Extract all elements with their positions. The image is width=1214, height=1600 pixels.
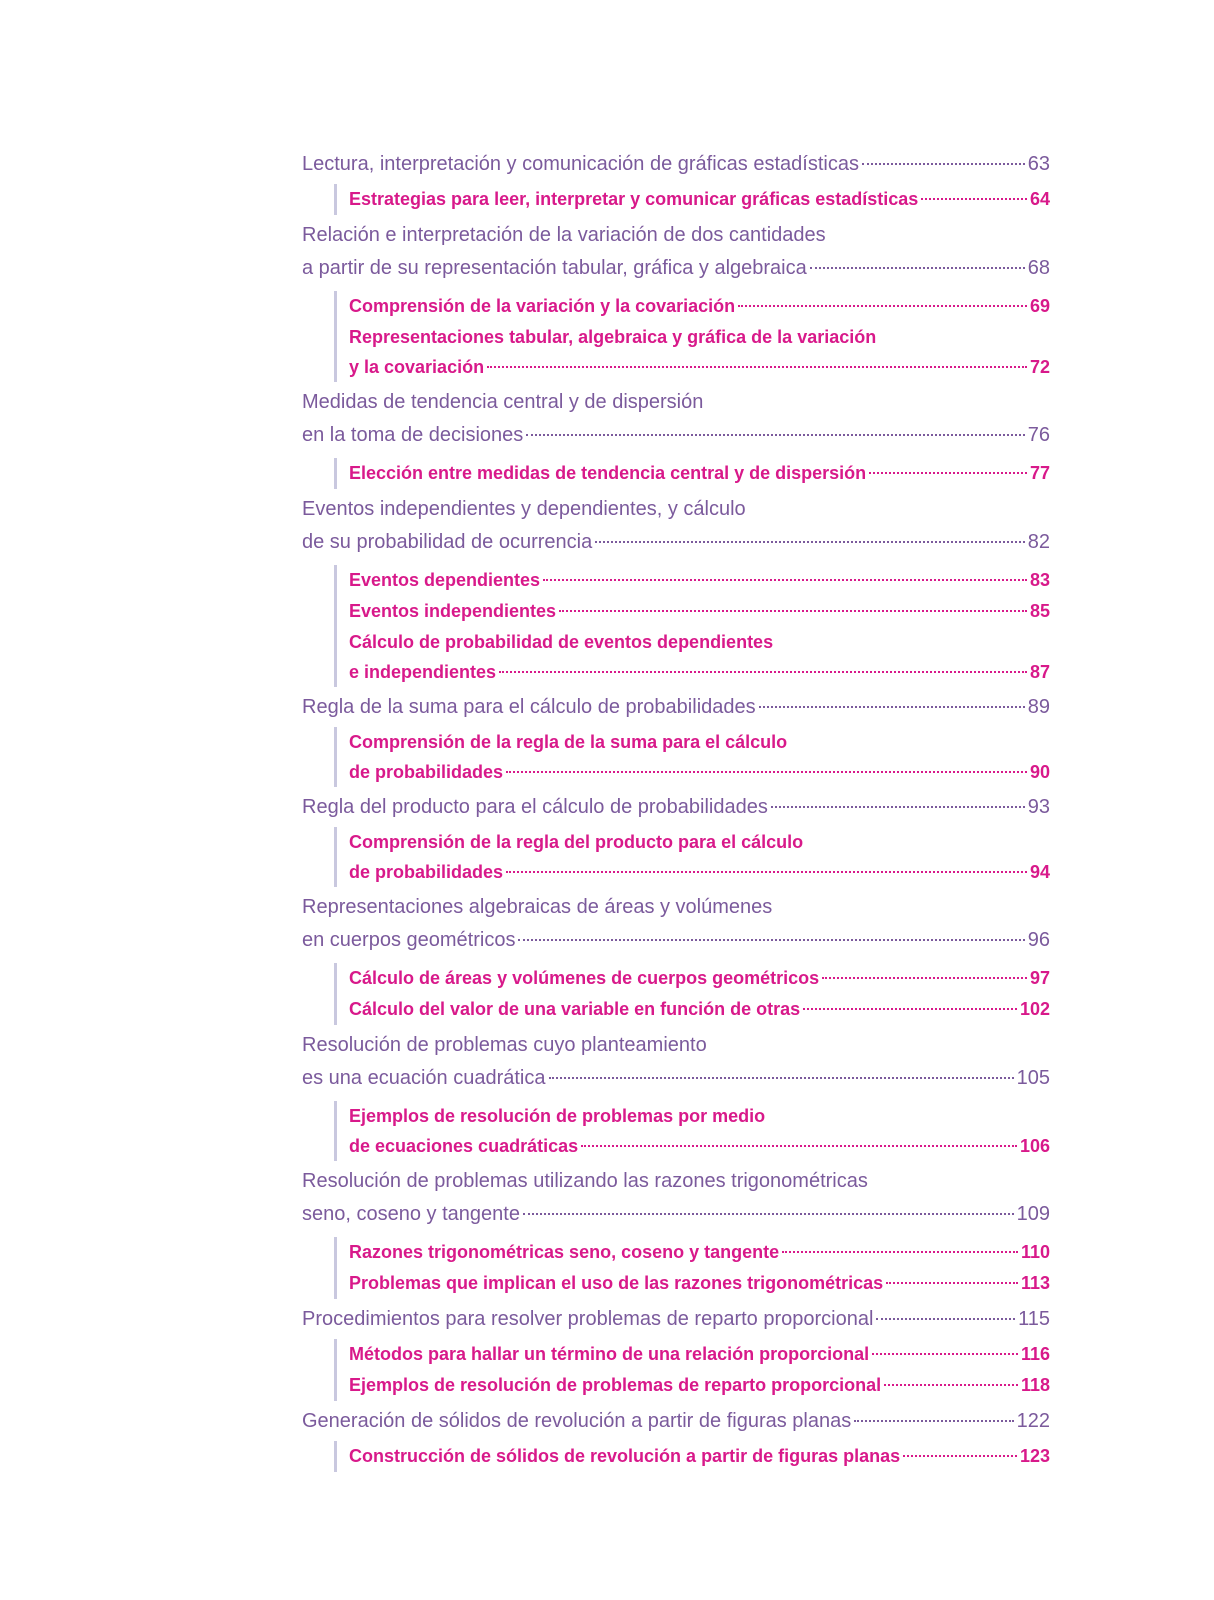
- toc-entry-title: Problemas que implican el uso de las razones trigonométricas: [349, 1273, 884, 1293]
- toc-entry-line: [302, 493, 1050, 526]
- dot-leader: [506, 771, 1027, 773]
- toc-entry-title: Regla del producto para el cálculo de probabilidades: [302, 796, 768, 818]
- dot-leader: [595, 541, 1025, 543]
- toc-chapter: [302, 148, 1050, 181]
- dot-leader: [872, 1353, 1018, 1355]
- toc-entry-title: e independientes: [349, 662, 497, 682]
- toc-section: [349, 627, 1050, 687]
- toc-entry-line: [302, 891, 1050, 924]
- toc-entry-title: Eventos dependientes: [349, 570, 541, 590]
- toc-entry-line: [349, 994, 1050, 1025]
- toc-subsection-group: [334, 1237, 1050, 1299]
- page-number: 110: [1020, 1242, 1050, 1262]
- dot-leader: [543, 579, 1027, 581]
- dot-leader: [921, 198, 1027, 200]
- page-number: 76: [1027, 424, 1050, 446]
- toc-entry-line: [349, 858, 1050, 887]
- toc-chapter: [302, 791, 1050, 824]
- toc-entry-title: en la toma de decisiones: [302, 424, 524, 446]
- dot-leader: [884, 1384, 1018, 1386]
- table-of-contents: [302, 148, 1050, 1476]
- page-number: 123: [1019, 1446, 1050, 1466]
- toc-entry-title: Razones trigonométricas seno, coseno y tangente: [349, 1242, 780, 1262]
- toc-entry-line: [302, 924, 1050, 957]
- toc-subsection-group: [334, 1441, 1050, 1472]
- toc-entry-line: [349, 322, 1050, 353]
- page-number: 102: [1019, 999, 1050, 1019]
- toc-entry-title: Cálculo de probabilidad de eventos dependientes: [349, 632, 774, 652]
- toc-entry-line: [349, 458, 1050, 489]
- toc-section: [349, 596, 1050, 627]
- dot-leader: [506, 871, 1027, 873]
- page-number: 97: [1029, 968, 1050, 988]
- page-number: 89: [1027, 696, 1050, 718]
- toc-entry-title: Relación e interpretación de la variación de dos cantidades: [302, 224, 826, 246]
- toc-section: [349, 1339, 1050, 1370]
- page-number: 109: [1016, 1203, 1050, 1225]
- toc-entry-title: Resolución de problemas utilizando las razones trigonométricas: [302, 1170, 868, 1192]
- toc-entry-title: Ejemplos de resolución de problemas por medio: [349, 1106, 766, 1126]
- dot-leader: [771, 806, 1025, 808]
- dot-leader: [759, 706, 1025, 708]
- toc-chapter: [302, 493, 1050, 559]
- toc-entry-title: de probabilidades: [349, 862, 504, 882]
- toc-entry-line: [302, 1303, 1050, 1336]
- toc-entry-line: [302, 1062, 1050, 1095]
- dot-leader: [862, 163, 1025, 165]
- dot-leader: [903, 1455, 1017, 1457]
- toc-chapter: [302, 691, 1050, 724]
- toc-section: [349, 827, 1050, 887]
- toc-entry-line: [349, 627, 1050, 658]
- toc-entry-line: [349, 658, 1050, 687]
- toc-entry-line: [349, 353, 1050, 382]
- toc-section: [349, 184, 1050, 215]
- toc-entry-line: [302, 526, 1050, 559]
- toc-section: [349, 1268, 1050, 1299]
- dot-leader: [499, 671, 1027, 673]
- toc-entry-title: y la covariación: [349, 357, 485, 377]
- toc-entry-title: Comprensión de la regla del producto para el cálculo: [349, 832, 804, 852]
- toc-section: [349, 565, 1050, 596]
- toc-entry-title: Lectura, interpretación y comunicación de gráficas estadísticas: [302, 153, 859, 175]
- toc-entry-title: Resolución de problemas cuyo planteamiento: [302, 1034, 707, 1056]
- toc-entry-title: a partir de su representación tabular, gráfica y algebraica: [302, 257, 807, 279]
- toc-subsection-group: [334, 458, 1050, 489]
- toc-entry-title: Cálculo del valor de una variable en función de otras: [349, 999, 801, 1019]
- toc-entry-line: [349, 827, 1050, 858]
- page-number: 64: [1029, 189, 1050, 209]
- toc-entry-title: de su probabilidad de ocurrencia: [302, 531, 593, 553]
- toc-entry-line: [302, 1198, 1050, 1231]
- page-number: 87: [1029, 662, 1050, 682]
- toc-entry-line: [349, 758, 1050, 787]
- page-number: 115: [1018, 1308, 1050, 1330]
- toc-entry-line: [349, 1132, 1050, 1161]
- toc-entry-title: Medidas de tendencia central y de dispersión: [302, 391, 704, 413]
- dot-leader: [869, 472, 1027, 474]
- page-number: 122: [1016, 1410, 1050, 1432]
- toc-section: [349, 1370, 1050, 1401]
- toc-chapter: [302, 219, 1050, 285]
- toc-entry-title: Regla de la suma para el cálculo de probabilidades: [302, 696, 756, 718]
- page-number: 69: [1029, 296, 1050, 316]
- toc-entry-title: Procedimientos para resolver problemas de reparto proporcional: [302, 1308, 874, 1330]
- toc-chapter: [302, 1405, 1050, 1438]
- dot-leader: [803, 1008, 1017, 1010]
- toc-entry-line: [302, 219, 1050, 252]
- toc-entry-line: [349, 963, 1050, 994]
- page-number: 68: [1027, 257, 1050, 279]
- toc-subsection-group: [334, 565, 1050, 687]
- page-number: 106: [1019, 1136, 1050, 1156]
- toc-entry-title: Representaciones tabular, algebraica y gráfica de la variación: [349, 327, 877, 347]
- toc-entry-title: es una ecuación cuadrática: [302, 1067, 546, 1089]
- dot-leader: [854, 1420, 1013, 1422]
- toc-entry-line: [302, 148, 1050, 181]
- page-number: 94: [1029, 862, 1050, 882]
- toc-entry-line: [349, 1339, 1050, 1370]
- toc-entry-line: [302, 691, 1050, 724]
- toc-entry-title: de ecuaciones cuadráticas: [349, 1136, 579, 1156]
- toc-entry-line: [349, 184, 1050, 215]
- toc-section: [349, 291, 1050, 322]
- toc-entry-title: Construcción de sólidos de revolución a partir de figuras planas: [349, 1446, 901, 1466]
- dot-leader: [822, 977, 1027, 979]
- toc-entry-line: [349, 1441, 1050, 1472]
- toc-entry-title: Representaciones algebraicas de áreas y volúmenes: [302, 896, 773, 918]
- page-number: 93: [1027, 796, 1050, 818]
- toc-entry-title: de probabilidades: [349, 762, 504, 782]
- toc-entry-line: [302, 419, 1050, 452]
- toc-section: [349, 994, 1050, 1025]
- toc-section: [349, 1441, 1050, 1472]
- toc-subsection-group: [334, 1101, 1050, 1161]
- toc-entry-title: Comprensión de la variación y la covariación: [349, 296, 736, 316]
- dot-leader: [559, 610, 1027, 612]
- toc-chapter: [302, 1303, 1050, 1336]
- toc-entry-line: [302, 386, 1050, 419]
- toc-entry-line: [349, 1268, 1050, 1299]
- toc-chapter: [302, 386, 1050, 452]
- toc-entry-title: Cálculo de áreas y volúmenes de cuerpos geométricos: [349, 968, 820, 988]
- dot-leader: [487, 366, 1027, 368]
- toc-section: [349, 1237, 1050, 1268]
- dot-leader: [523, 1213, 1014, 1215]
- dot-leader: [876, 1318, 1015, 1320]
- toc-entry-line: [302, 1165, 1050, 1198]
- toc-entry-title: Métodos para hallar un término de una relación proporcional: [349, 1344, 870, 1364]
- toc-subsection-group: [334, 963, 1050, 1025]
- dot-leader: [549, 1077, 1014, 1079]
- page-number: 63: [1027, 153, 1050, 175]
- toc-entry-title: Generación de sólidos de revolución a partir de figuras planas: [302, 1410, 852, 1432]
- toc-section: [349, 1101, 1050, 1161]
- page-number: 96: [1027, 929, 1050, 951]
- toc-entry-line: [349, 1101, 1050, 1132]
- dot-leader: [810, 267, 1025, 269]
- toc-entry-line: [349, 1237, 1050, 1268]
- page-number: 83: [1029, 570, 1050, 590]
- toc-chapter: [302, 1029, 1050, 1095]
- toc-subsection-group: [334, 727, 1050, 787]
- page-number: 77: [1029, 463, 1050, 483]
- toc-subsection-group: [334, 827, 1050, 887]
- toc-entry-title: Estrategias para leer, interpretar y comunicar gráficas estadísticas: [349, 189, 919, 209]
- toc-entry-line: [349, 291, 1050, 322]
- toc-entry-line: [302, 252, 1050, 285]
- toc-entry-title: Comprensión de la regla de la suma para el cálculo: [349, 732, 788, 752]
- toc-entry-title: Eventos independientes y dependientes, y cálculo: [302, 498, 746, 520]
- dot-leader: [738, 305, 1027, 307]
- toc-entry-title: en cuerpos geométricos: [302, 929, 516, 951]
- toc-entry-title: seno, coseno y tangente: [302, 1203, 520, 1225]
- toc-entry-title: Ejemplos de resolución de problemas de reparto proporcional: [349, 1375, 882, 1395]
- dot-leader: [526, 434, 1025, 436]
- dot-leader: [886, 1282, 1018, 1284]
- toc-entry-line: [349, 565, 1050, 596]
- page-number: 105: [1016, 1067, 1050, 1089]
- page-number: 85: [1029, 601, 1050, 621]
- dot-leader: [782, 1251, 1018, 1253]
- dot-leader: [581, 1145, 1017, 1147]
- page-number: 116: [1020, 1344, 1050, 1364]
- toc-entry-line: [349, 596, 1050, 627]
- page-number: 118: [1020, 1375, 1050, 1395]
- toc-section: [349, 963, 1050, 994]
- toc-subsection-group: [334, 1339, 1050, 1401]
- page-number: 72: [1029, 357, 1050, 377]
- toc-section: [349, 727, 1050, 787]
- toc-entry-line: [302, 1405, 1050, 1438]
- toc-entry-title: Eventos independientes: [349, 601, 557, 621]
- toc-subsection-group: [334, 184, 1050, 215]
- toc-entry-line: [302, 791, 1050, 824]
- toc-section: [349, 322, 1050, 382]
- toc-chapter: [302, 891, 1050, 957]
- toc-section: [349, 458, 1050, 489]
- toc-entry-line: [349, 1370, 1050, 1401]
- toc-entry-line: [349, 727, 1050, 758]
- page-number: 113: [1020, 1273, 1050, 1293]
- toc-subsection-group: [334, 291, 1050, 382]
- toc-entry-line: [302, 1029, 1050, 1062]
- toc-entry-title: Elección entre medidas de tendencia central y de dispersión: [349, 463, 867, 483]
- dot-leader: [518, 939, 1024, 941]
- page-number: 82: [1027, 531, 1050, 553]
- toc-chapter: [302, 1165, 1050, 1231]
- page-number: 90: [1029, 762, 1050, 782]
